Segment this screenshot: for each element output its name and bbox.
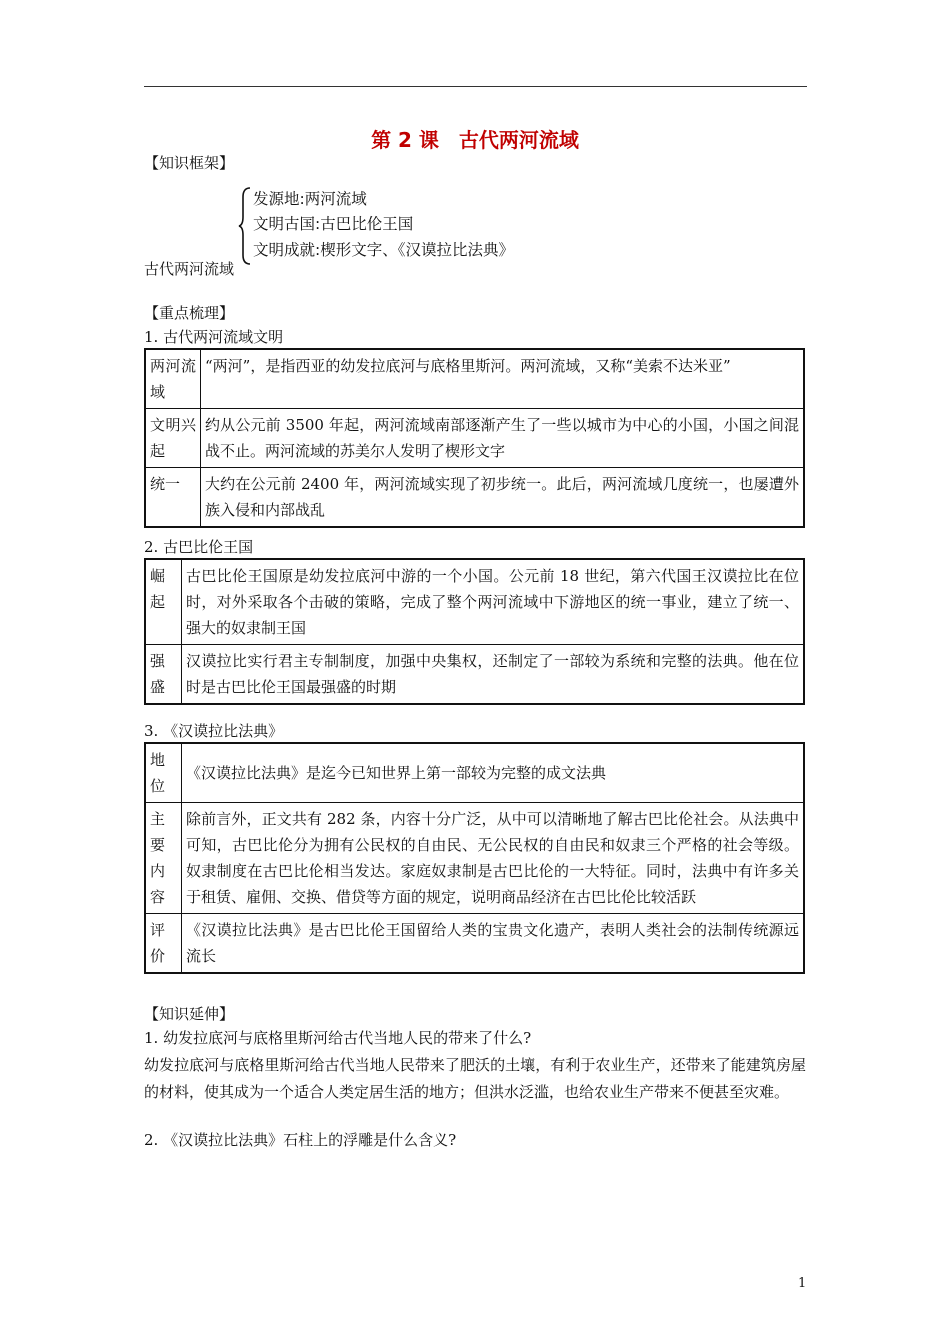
table-row xyxy=(145,645,804,705)
row-label: 两河流域 xyxy=(145,349,201,409)
table-row xyxy=(145,743,804,803)
row-label: 强盛 xyxy=(145,645,182,705)
header-rule xyxy=(144,86,807,87)
page-number: 1 xyxy=(798,1276,807,1291)
table-babylon xyxy=(144,558,805,705)
framework-brace xyxy=(238,187,252,265)
table-row xyxy=(145,349,804,409)
row-text: 古巴比伦王国原是幼发拉底河中游的一个小国。公元前 18 世纪，第六代国王汉谟拉比在位时，对外采取各个击破的策略，完成了整个两河流域中下游地区的统一事业，建立了统一、强大的奴隶制王国 xyxy=(182,559,805,645)
section-title-2: 2. 古巴比伦王国 xyxy=(144,538,254,556)
table-row xyxy=(145,468,804,528)
row-label: 崛起 xyxy=(145,559,182,645)
table-code xyxy=(144,742,805,974)
framework-item-achievements: 文明成就:楔形文字、《汉谟拉比法典》 xyxy=(253,241,514,259)
table-row xyxy=(145,559,804,645)
extension-heading: 【知识延伸】 xyxy=(144,1005,235,1023)
table-row xyxy=(145,914,804,974)
row-text: 汉谟拉比实行君主专制制度，加强中央集权，还制定了一部较为系统和完整的法典。他在位时是古巴比伦王国最强盛的时期 xyxy=(182,645,805,705)
extension-question-2: 2. 《汉谟拉比法典》石柱上的浮雕是什么含义? xyxy=(144,1131,457,1149)
row-text: 《汉谟拉比法典》是古巴比伦王国留给人类的宝贵文化遗产，表明人类社会的法制传统源远流长 xyxy=(182,914,805,974)
row-label: 统一 xyxy=(145,468,201,528)
row-label: 文明兴起 xyxy=(145,409,201,468)
framework-heading: 【知识框架】 xyxy=(144,154,235,172)
table-row xyxy=(145,803,804,914)
row-label: 评价 xyxy=(145,914,182,974)
framework-item-civilization: 文明古国:古巴比伦王国 xyxy=(253,215,414,233)
framework-root: 古代两河流域 xyxy=(144,260,235,278)
section-title-1: 1. 古代两河流域文明 xyxy=(144,328,284,346)
table-row xyxy=(145,409,804,468)
framework-item-origin: 发源地:两河流域 xyxy=(253,190,367,208)
extension-question-1: 1. 幼发拉底河与底格里斯河给古代当地人民的带来了什么? xyxy=(144,1029,532,1047)
row-text: 大约在公元前 2400 年，两河流域实现了初步统一。此后，两河流域几度统一，也屡遭外族入侵和内部战乱 xyxy=(201,468,805,528)
key-points-heading: 【重点梳理】 xyxy=(144,304,235,322)
row-text: 约从公元前 3500 年起，两河流域南部逐渐产生了一些以城市为中心的小国，小国之间混战不止。两河流域的苏美尔人发明了楔形文字 xyxy=(201,409,805,468)
row-text: 《汉谟拉比法典》是迄今已知世界上第一部较为完整的成文法典 xyxy=(182,743,805,803)
table-two-rivers xyxy=(144,348,805,528)
lesson-title: 第 2 课 古代两河流域 xyxy=(371,128,579,152)
row-text: “两河”，是指西亚的幼发拉底河与底格里斯河。两河流域，又称“美索不达米亚” xyxy=(201,349,805,409)
section-title-3: 3. 《汉谟拉比法典》 xyxy=(144,722,284,740)
row-label: 主要内容 xyxy=(145,803,182,914)
extension-answer-1: 幼发拉底河与底格里斯河给古代当地人民带来了肥沃的土壤，有利于农业生产，还带来了能建筑房屋的材料，使其成为一个适合人类定居生活的地方；但洪水泛滥，也给农业生产带来不便甚至灾难。 xyxy=(144,1056,806,1101)
row-text: 除前言外，正文共有 282 条，内容十分广泛，从中可以清晰地了解古巴比伦社会。从法典中可知，古巴比伦分为拥有公民权的自由民、无公民权的自由民和奴隶三个严格的社会等级。奴隶制度在古巴比伦相当发达。家庭奴隶制是古巴比伦的一大特征。同时，法典中有许多关于租赁、雇佣、交换、借贷等方面的规定，说明商品经济在古巴比伦比较活跃 xyxy=(182,803,805,914)
row-label: 地位 xyxy=(145,743,182,803)
